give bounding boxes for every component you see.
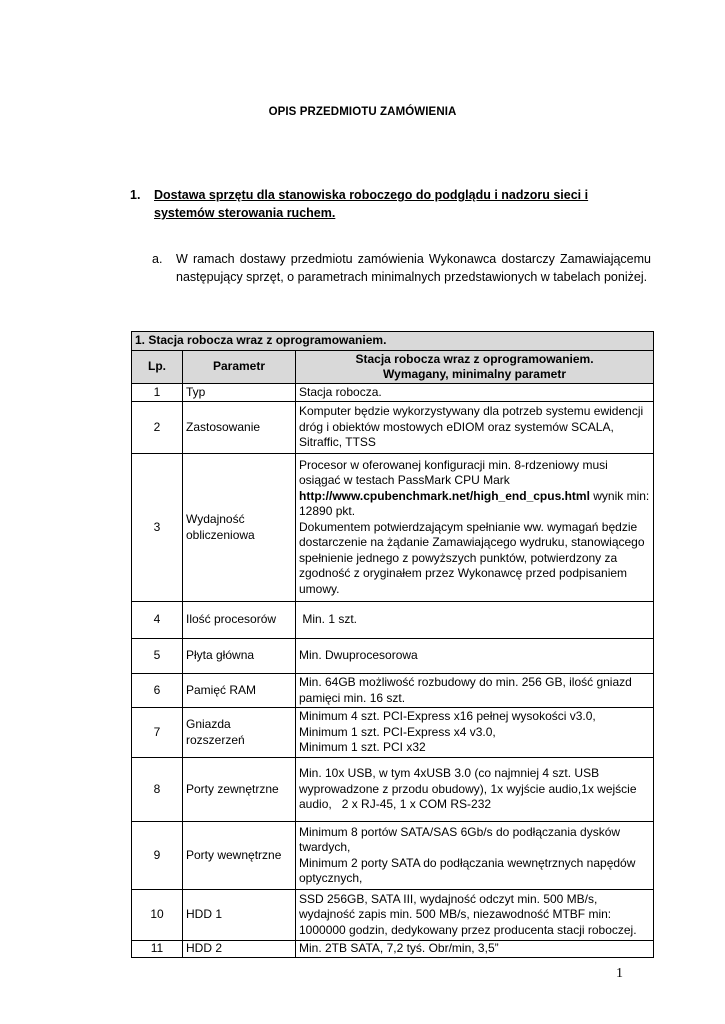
- value-line: Minimum 2 porty SATA do podłączania wewnętrznych napędów optycznych,: [299, 855, 636, 885]
- row-value: Min. 64GB możliwość rozbudowy do min. 256 GB, ilość gniazd pamięci min. 16 szt.: [296, 674, 654, 708]
- table-row: [132, 758, 654, 822]
- table-row: [132, 890, 654, 941]
- benchmark-link[interactable]: http://www.cpubenchmark.net/high_end_cpus.html: [299, 488, 590, 503]
- row-value: [296, 454, 654, 602]
- table-row: [132, 454, 654, 602]
- section-number: 1.: [130, 188, 141, 202]
- value-text: wynik min: 12890 pkt.: [299, 488, 650, 519]
- row-param: Typ: [183, 384, 296, 402]
- row-number: 10: [132, 890, 183, 941]
- row-number: 2: [132, 402, 183, 454]
- row-param: Wydajność obliczeniowa: [183, 454, 296, 602]
- row-value: Min. 1 szt.: [296, 602, 654, 639]
- row-value: Min. Dwuprocesorowa: [296, 639, 654, 674]
- table-row: [132, 639, 654, 674]
- row-param: Gniazda rozszerzeń: [183, 708, 296, 758]
- value-line: Minimum 4 szt. PCI-Express x16 pełnej wysokości v3.0,: [299, 709, 596, 724]
- row-param: Ilość procesorów: [183, 602, 296, 639]
- table-header-row: [132, 351, 654, 384]
- row-value: Komputer będzie wykorzystywany dla potrzeb systemu ewidencji dróg i obiektów mostowych eDIOM oraz systemów SCALA, Sitraffic, TTSS: [296, 402, 654, 454]
- row-param: HDD 2: [183, 941, 296, 958]
- table-row: [132, 822, 654, 890]
- table-row: [132, 384, 654, 402]
- row-number: 8: [132, 758, 183, 822]
- table-row: [132, 708, 654, 758]
- header-param: Parametr: [183, 351, 296, 384]
- row-number: 6: [132, 674, 183, 708]
- header-lp: Lp.: [132, 351, 183, 384]
- row-param: HDD 1: [183, 890, 296, 941]
- page-title: OPIS PRZEDMIOTU ZAMÓWIENIA: [268, 106, 457, 118]
- row-number: 1: [132, 384, 183, 402]
- paragraph-text: W ramach dostawy przedmiotu zamówienia Wykonawca dostarczy Zamawiającemu następujący sprzęt, o parametrach minimalnych przedstawionych w tabelach poniżej.: [176, 252, 651, 284]
- row-value: [296, 822, 654, 890]
- row-param: Pamięć RAM: [183, 674, 296, 708]
- header-requirement: [296, 351, 654, 384]
- table-row: [132, 602, 654, 639]
- row-number: 4: [132, 602, 183, 639]
- row-number: 9: [132, 822, 183, 890]
- row-value: SSD 256GB, SATA III, wydajność odczyt min. 500 MB/s, wydajność zapis min. 500 MB/s, niezawodność MTBF min: 1000000 godzin, dedykowany przez producenta stacji roboczej.: [296, 890, 654, 941]
- header-requirement-line1: Stacja robocza wraz z oprogramowaniem.: [355, 351, 594, 366]
- page-number: 1: [616, 966, 623, 981]
- row-number: 3: [132, 454, 183, 602]
- row-number: 7: [132, 708, 183, 758]
- value-line: Minimum 1 szt. PCI-Express x4 v3.0,: [299, 724, 496, 739]
- table-row: [132, 941, 654, 958]
- row-value: [296, 708, 654, 758]
- row-value: Stacja robocza.: [296, 384, 654, 402]
- spec-table: [131, 331, 654, 958]
- value-line: Minimum 8 portów SATA/SAS 6Gb/s do podłączania dysków twardych,: [299, 824, 621, 854]
- row-number: 11: [132, 941, 183, 958]
- value-text: Procesor w oferowanej konfiguracji min. 8-rdzeniowy musi osiągać w testach PassMark CPU Mark: [299, 457, 608, 488]
- row-param: Porty wewnętrzne: [183, 822, 296, 890]
- table-caption: 1. Stacja robocza wraz z oprogramowaniem.: [132, 332, 654, 351]
- row-param: Porty zewnętrzne: [183, 758, 296, 822]
- section-heading-text: Dostawa sprzętu dla stanowiska roboczego do podglądu i nadzoru sieci i systemów sterowania ruchem.: [154, 188, 589, 220]
- row-number: 5: [132, 639, 183, 674]
- table-row: [132, 402, 654, 454]
- row-param: Zastosowanie: [183, 402, 296, 454]
- value-line: Minimum 1 szt. PCI x32: [299, 740, 426, 755]
- header-requirement-line2: Wymagany, minimalny parametr: [383, 367, 566, 381]
- paragraph-marker: a.: [152, 252, 163, 266]
- row-value: Min. 2TB SATA, 7,2 tyś. Obr/min, 3,5”: [296, 941, 654, 958]
- row-value: Min. 10x USB, w tym 4xUSB 3.0 (co najmniej 4 szt. USB wyprowadzone z przodu obudowy), 1x wyjście audio,1x wejście audio, 2 x RJ-45, 1 x COM RS-232: [296, 758, 654, 822]
- table-row: [132, 674, 654, 708]
- value-text: Dokumentem potwierdzającym spełnianie ww. wymagań będzie dostarczenie na żądanie Zamawiającego wydruku, stanowiącego spełnienie jednego z powyższych punktów, potwierdzony za zgodność z oryginałem przez Wykonawcę przed podpisaniem umowy.: [299, 519, 645, 596]
- row-param: Płyta główna: [183, 639, 296, 674]
